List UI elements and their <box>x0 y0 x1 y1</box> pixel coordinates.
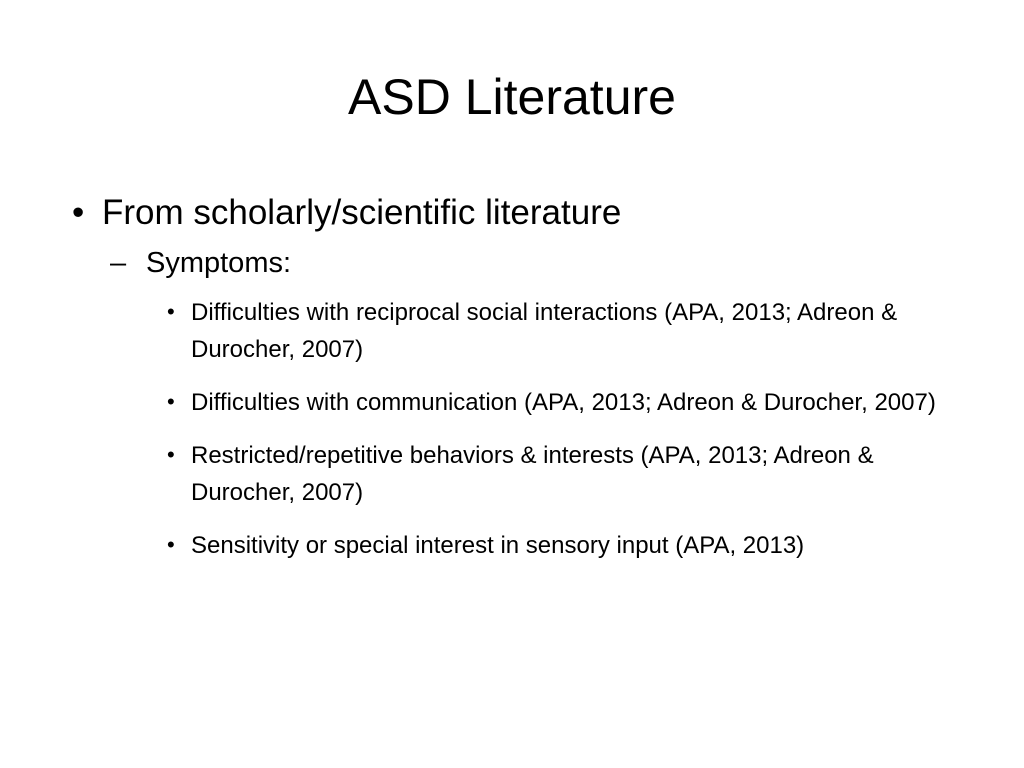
bullet-dot-icon: • <box>167 389 175 414</box>
symptom-item <box>62 437 951 511</box>
symptom-text: Difficulties with reciprocal social interactions (APA, 2013; Adreon & Durocher, 2007) <box>191 299 898 363</box>
bullet-level1-text: From scholarly/scientific literature <box>102 193 622 232</box>
bullet-dot-icon: • <box>72 193 85 232</box>
bullet-dot-icon: • <box>167 442 175 467</box>
dash-icon: – <box>110 247 127 279</box>
bullet-level1 <box>62 190 962 236</box>
symptom-text: Restricted/repetitive behaviors & interests (APA, 2013; Adreon & Durocher, 2007) <box>191 442 874 506</box>
bullet-dot-icon: • <box>167 299 175 324</box>
symptom-item <box>62 384 951 421</box>
bullet-level2-text: Symptoms: <box>146 247 292 279</box>
symptom-text: Sensitivity or special interest in sensory input (APA, 2013) <box>191 532 805 559</box>
symptom-item <box>62 527 951 564</box>
bullet-dot-icon: • <box>167 532 175 557</box>
slide-title: ASD Literature <box>348 69 676 125</box>
symptom-item <box>62 294 951 368</box>
symptom-text: Difficulties with communication (APA, 2013; Adreon & Durocher, 2007) <box>191 389 936 416</box>
slide-content <box>62 190 962 580</box>
bullet-level2 <box>62 244 962 282</box>
symptom-list <box>62 294 962 564</box>
